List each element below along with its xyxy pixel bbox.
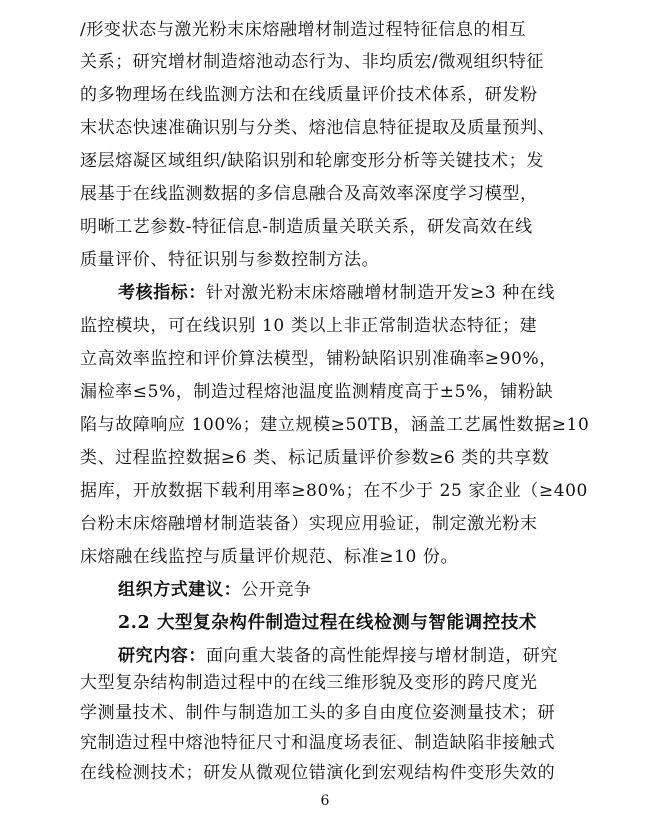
org-line xyxy=(118,574,312,606)
intro-line-7: 明晰工艺参数-特征信息-制造质量关联关系，研发高效在线 xyxy=(80,217,533,237)
section-heading: 2.2 大型复杂构件制造过程在线检测与智能调控技术 xyxy=(118,613,538,633)
assessment-line-7: 据库，开放数据下载利用率≥80%；在不少于 25 家企业（≥400 xyxy=(80,481,588,501)
org-value: 公开竞争 xyxy=(241,580,312,600)
intro-line-2: 关系；研究增材制造熔池动态行为、非均质宏/微观组织特征 xyxy=(80,52,544,72)
intro-line-1: /形变状态与激光粉末床熔融增材制造过程特征信息的相互 xyxy=(80,20,527,40)
research-line-3: 学测量技术、制件与制造加工头的多自由度位姿测量技术；研 xyxy=(80,703,556,723)
assessment-line-6: 类、过程监控数据≥6 类、标记质量评价参数≥6 类的共享数 xyxy=(80,448,550,468)
org-label: 组织方式建议： xyxy=(118,580,242,600)
assessment-line-3: 立高效率监控和评价算法模型，铺粉缺陷识别准确率≥90%， xyxy=(80,349,557,369)
intro-line-5: 逐层熔凝区域组织/缺陷识别和轮廓变形分析等关键技术；发 xyxy=(80,151,544,171)
research-line-5: 在线检测技术；研发从微观位错演化到宏观结构件变形失效的 xyxy=(80,763,556,783)
page-number: 6 xyxy=(320,793,330,809)
assessment-line-8: 台粉末床熔融增材制造装备）实现应用验证，制定激光粉末 xyxy=(80,514,538,534)
research-label: 研究内容： xyxy=(118,646,206,666)
intro-line-3: 的多物理场在线监测方法和在线质量评价技术体系，研发粉 xyxy=(80,85,538,105)
intro-line-6: 展基于在线监测数据的多信息融合及高效率深度学习模型， xyxy=(80,184,538,204)
research-line-4: 究制造过程中熔池特征尺寸和温度场表征、制造缺陷非接触式 xyxy=(80,733,556,753)
assessment-line-5: 陷与故障响应 100%；建立规模≥50TB，涵盖工艺属性数据≥10 xyxy=(80,415,590,435)
assessment-line-4: 漏检率≤5%，制造过程熔池温度监测精度高于±5%，铺粉缺 xyxy=(80,382,554,402)
research-first-text: 面向重大装备的高性能焊接与增材制造，研究 xyxy=(206,646,558,666)
research-line-2: 大型复杂结构制造过程中的在线三维形貌及变形的跨尺度光 xyxy=(80,673,538,693)
intro-line-8: 质量评价、特征识别与参数控制方法。 xyxy=(80,250,380,270)
assessment-first-text: 针对激光粉末床熔融增材制造开发≥3 种在线 xyxy=(206,283,556,303)
assessment-first-line xyxy=(118,277,555,309)
assessment-line-9: 床熔融在线监控与质量评价规范、标准≥10 份。 xyxy=(80,547,459,567)
assessment-label: 考核指标： xyxy=(118,283,206,303)
assessment-line-2: 监控模块，可在线识别 10 类以上非正常制造状态特征；建 xyxy=(80,316,538,336)
intro-line-4: 末状态快速准确识别与分类、熔池信息特征提取及质量预判、 xyxy=(80,118,556,138)
